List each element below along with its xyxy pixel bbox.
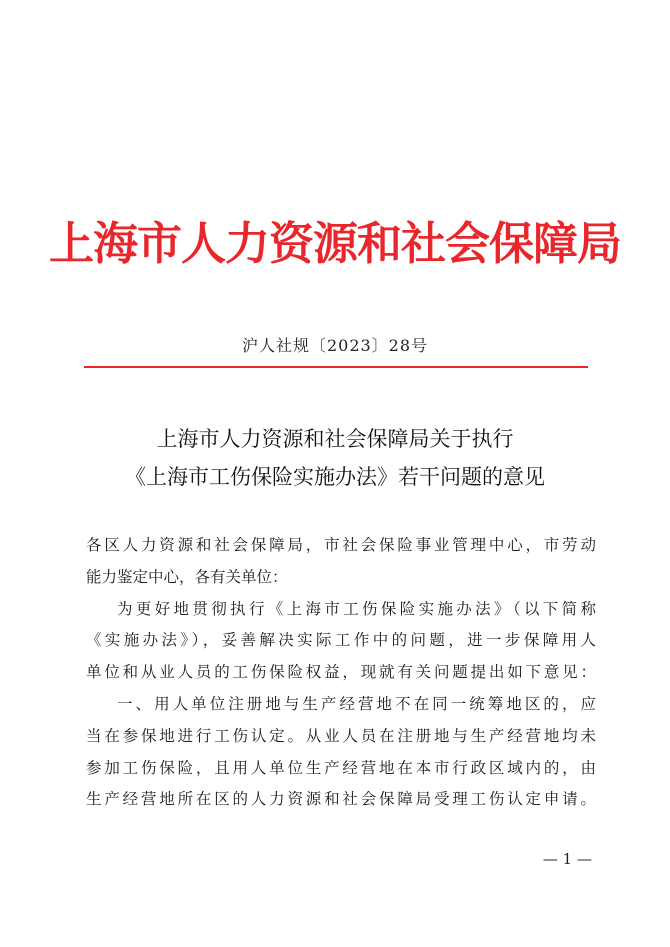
title-line-2: 《上海市工伤保险实施办法》若干问题的意见 bbox=[125, 465, 545, 489]
intro-line-3: 单位和从业人员的工伤保险权益，现就有关问题提出如下意见： bbox=[86, 663, 596, 682]
item1-line-3: 参加工伤保险，且用人单位生产经营地在本市行政区域内的，由 bbox=[86, 758, 596, 777]
intro-line-2: 《实施办法》），妥善解决实际工作中的问题，进一步保障用人 bbox=[86, 631, 596, 650]
document-body bbox=[86, 530, 596, 816]
intro-line-1: 为更好地贯彻执行《上海市工伤保险实施办法》（以下简称 bbox=[117, 599, 596, 618]
document-title bbox=[0, 420, 670, 496]
red-divider-line bbox=[84, 366, 588, 368]
item1-line-2: 当在参保地进行工伤认定。从业人员在注册地与生产经营地均未 bbox=[86, 726, 596, 745]
item1-line-4: 生产经营地所在区的人力资源和社会保障局受理工伤认定申请。 bbox=[86, 790, 596, 809]
agency-header: 上海市人力资源和社会保障局 bbox=[48, 217, 621, 270]
document-number: 沪人社规〔2023〕28号 bbox=[241, 336, 429, 355]
item1-line-1: 一、用人单位注册地与生产经营地不在同一统筹地区的，应 bbox=[117, 694, 596, 713]
addressee-line-1: 各区人力资源和社会保障局，市社会保险事业管理中心，市劳动 bbox=[86, 536, 596, 554]
addressee-line-2: 能力鉴定中心，各有关单位： bbox=[86, 567, 288, 586]
title-line-1: 上海市人力资源和社会保障局关于执行 bbox=[156, 427, 514, 451]
page-number: — 1 — bbox=[542, 850, 592, 868]
